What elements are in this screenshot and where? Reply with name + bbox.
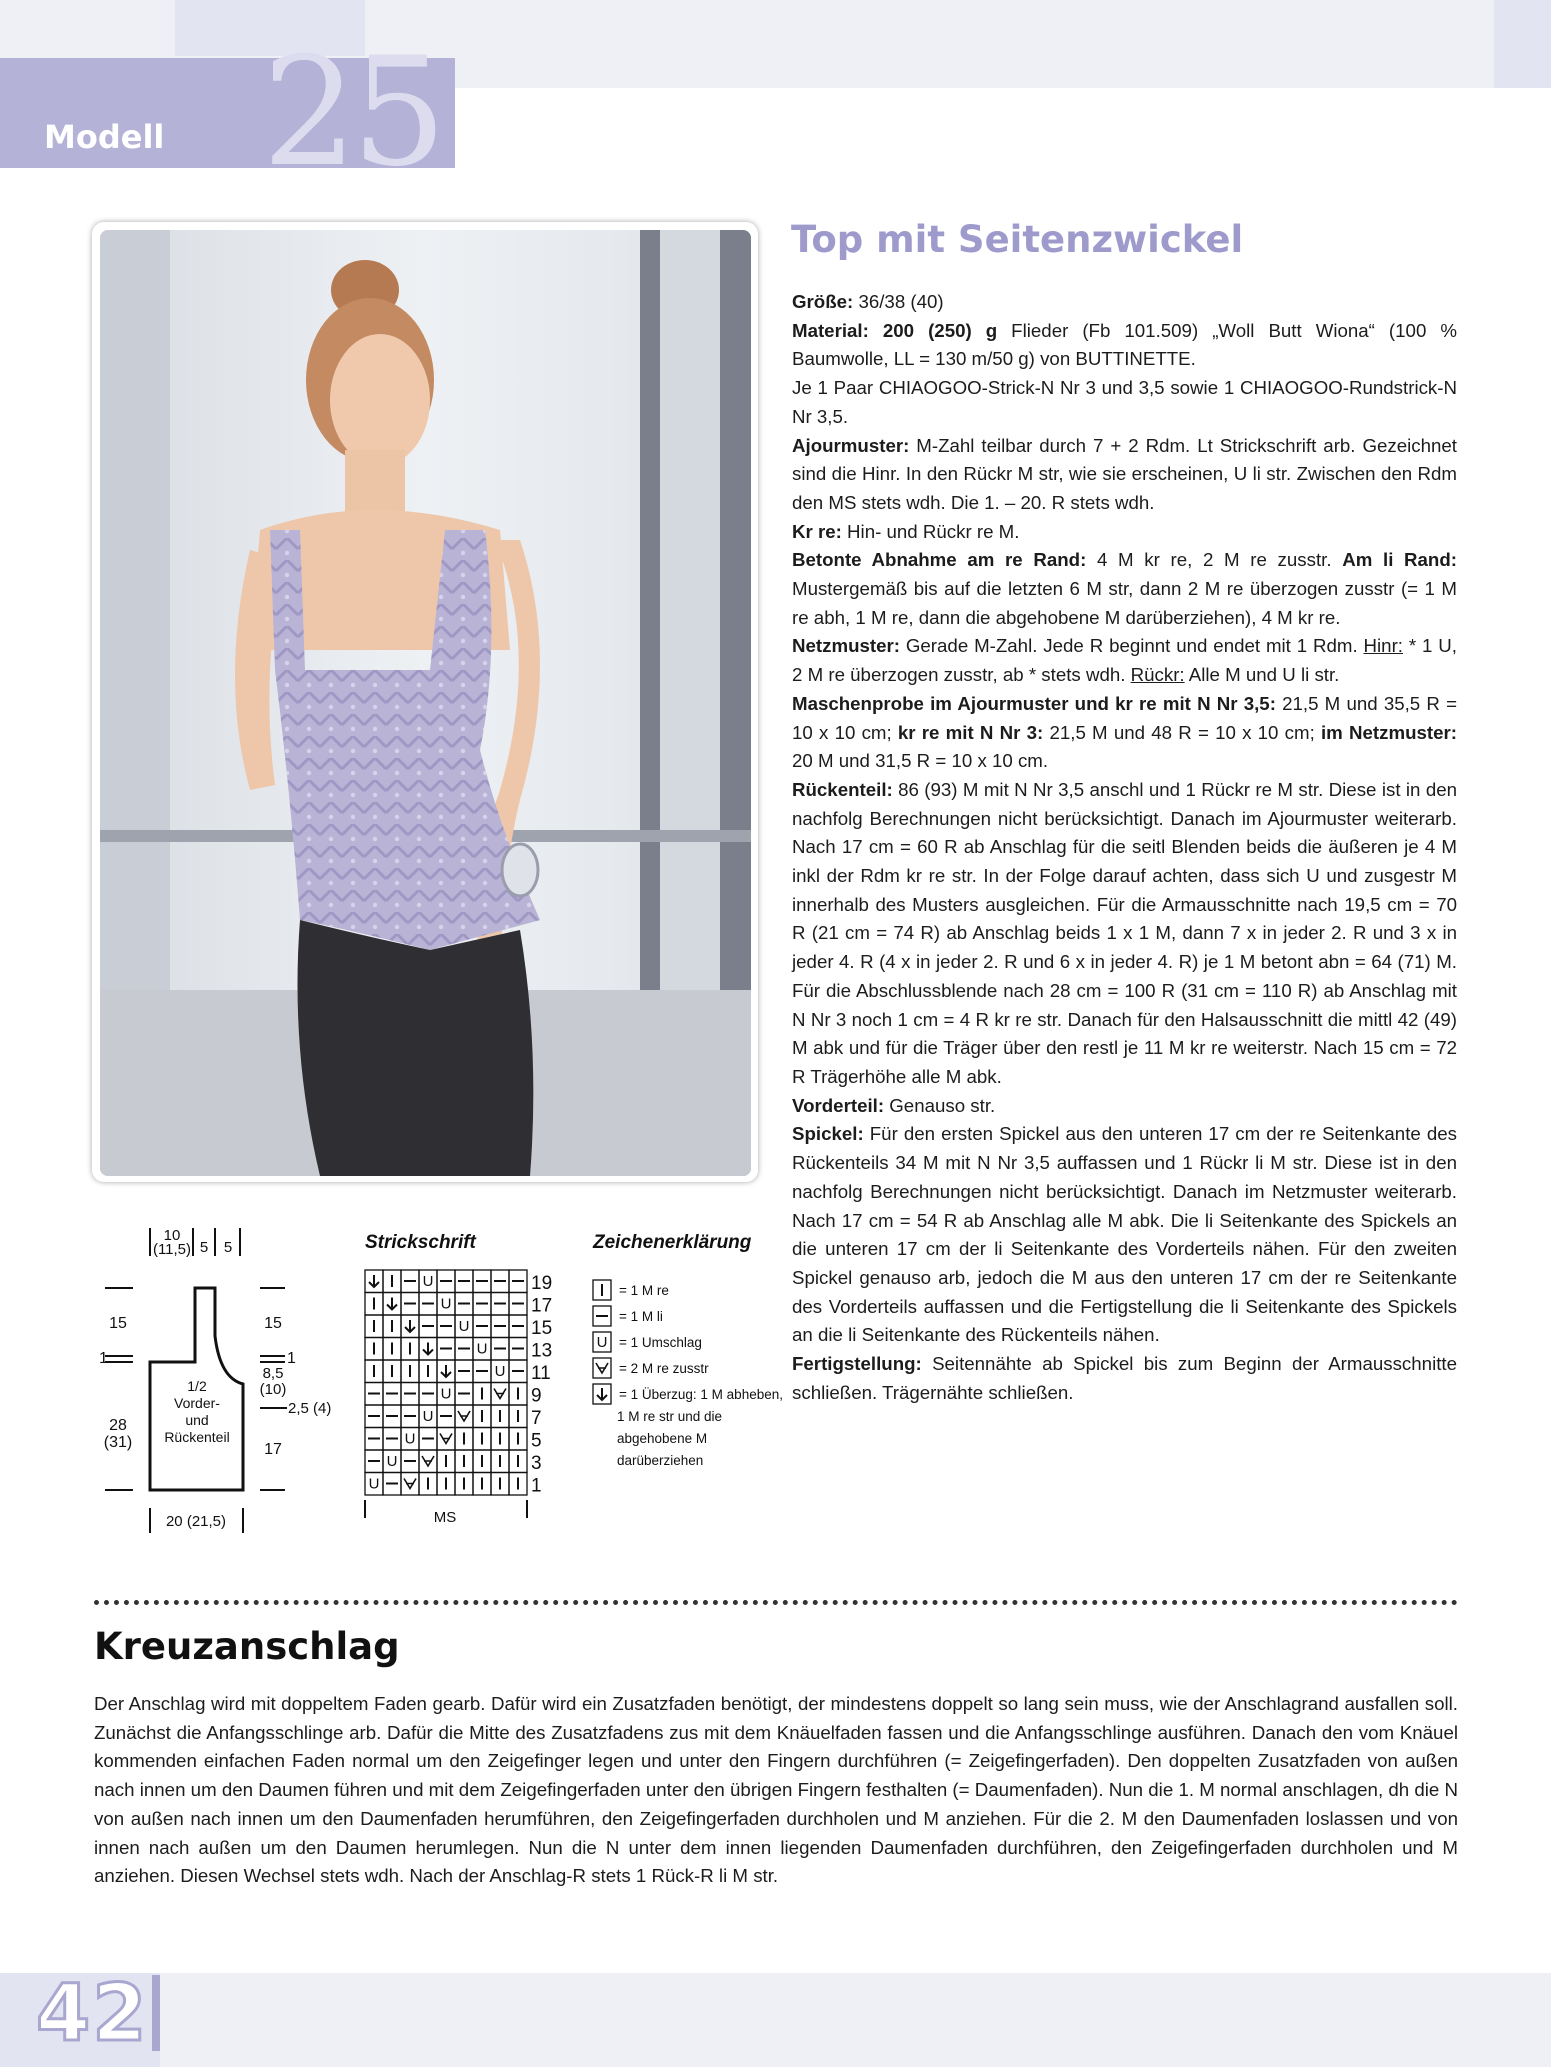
- chart-row-number: 17: [531, 1295, 553, 1317]
- text: Alle M und U li str.: [1184, 664, 1340, 686]
- gauge-line: [792, 690, 1457, 776]
- decrease-line: [792, 546, 1457, 632]
- front-line: [792, 1092, 1457, 1121]
- chart-cell: [473, 1315, 491, 1338]
- chart-cell: [401, 1450, 419, 1473]
- text: Rückr:: [1130, 664, 1185, 686]
- chart-cell: [473, 1270, 491, 1293]
- chart-repeat-label: MS: [433, 1509, 457, 1526]
- label: im Netzmuster:: [1320, 721, 1458, 743]
- text: 21,5 M und 35,5 R = 10 x 10 cm;: [792, 692, 1457, 743]
- material-line: [792, 317, 1457, 374]
- label: kr re mit N Nr 3:: [897, 721, 1044, 743]
- text: 4 M kr re, 2 M re zusstr.: [1086, 549, 1343, 571]
- chart-cell: [455, 1405, 473, 1428]
- chart-cell: [509, 1360, 527, 1383]
- chart-row-number: 13: [531, 1340, 553, 1362]
- chart-cell: [491, 1338, 509, 1361]
- chart-cell: [419, 1270, 437, 1293]
- chart-cell: [383, 1270, 401, 1293]
- chart-cell: [455, 1383, 473, 1406]
- text: Flieder (Fb 101.509) „Woll Butt Wiona“ (100 % Baumwolle, LL = 130 m/50 g) von BUTTINETTE.: [792, 319, 1457, 370]
- schematic-strap-a: 5: [199, 1239, 209, 1256]
- schematic-strap-b: 5: [223, 1239, 233, 1256]
- legend-item: [593, 1306, 663, 1326]
- text: Seitennähte ab Spickel bis zum Beginn der Armausschnitte schließen. Trägernähte schließen.: [792, 1353, 1457, 1403]
- garter-line: [792, 518, 1457, 547]
- label: Vorderteil:: [792, 1094, 885, 1116]
- svg-text:U: U: [440, 1385, 452, 1403]
- chart-cell: [383, 1450, 401, 1473]
- schematic-left-height-bottom: 28 (31): [103, 1417, 133, 1451]
- svg-text:= 1 M li: = 1 M li: [619, 1309, 663, 1324]
- chart-cell: [455, 1338, 473, 1361]
- svg-text:= 2 M re zusstr: = 2 M re zusstr: [619, 1361, 709, 1376]
- schematic-left-height-top: 15: [109, 1315, 127, 1332]
- section-divider: [94, 1600, 1458, 1605]
- chart-cell: [455, 1450, 473, 1473]
- chart-cell: [419, 1293, 437, 1316]
- schematic-right-height-top: 15: [264, 1315, 282, 1332]
- chart-cell: [419, 1360, 437, 1383]
- label: Rückenteil:: [792, 778, 893, 800]
- chart-cell: [401, 1293, 419, 1316]
- chart-cell: [473, 1360, 491, 1383]
- text: Gerade M-Zahl. Jede R beginnt und endet mit 1 Rdm.: [900, 635, 1364, 657]
- svg-text:U: U: [386, 1453, 398, 1470]
- mesh-pattern-line: [792, 632, 1457, 689]
- text: * 1 U, 2 M re überzogen zusstr, ab * stets wdh.: [792, 635, 1457, 686]
- label: Größe:: [792, 291, 854, 312]
- lace-pattern-line: [792, 432, 1457, 518]
- needles-line: [792, 374, 1457, 431]
- chart-cell: [365, 1338, 383, 1361]
- chart-title: Strickschrift: [365, 1232, 476, 1253]
- chart-row-number: 1: [531, 1475, 542, 1497]
- footer-background: [0, 1969, 1551, 2067]
- knitting-chart: [365, 1232, 552, 1526]
- chart-cell: [491, 1360, 509, 1383]
- model-photo: [100, 230, 751, 1176]
- size-line: [792, 288, 1457, 317]
- diagram-area: [95, 1228, 795, 1548]
- chart-cell: [491, 1315, 509, 1338]
- chart-cell: [491, 1428, 509, 1451]
- chart-cell: [473, 1428, 491, 1451]
- chart-cell: [383, 1383, 401, 1406]
- chart-row-number: 9: [531, 1385, 542, 1407]
- schematic-left-mark: 1: [99, 1350, 108, 1367]
- chart-cell: [401, 1473, 419, 1496]
- chart-cell: [437, 1473, 455, 1496]
- chart-cell: [473, 1338, 491, 1361]
- chart-cell: [473, 1405, 491, 1428]
- legend: [592, 1232, 783, 1468]
- chart-cell: [491, 1405, 509, 1428]
- chart-cell: [365, 1450, 383, 1473]
- model-number: 25: [262, 26, 441, 200]
- svg-text:= 1 Umschlag: = 1 Umschlag: [619, 1335, 702, 1350]
- chart-row-number: 5: [531, 1430, 542, 1452]
- text: Genauso str.: [884, 1094, 996, 1116]
- svg-text:= 1 M re: = 1 M re: [619, 1283, 669, 1298]
- chart-cell: [491, 1450, 509, 1473]
- chart-cell: [419, 1383, 437, 1406]
- label: Spickel:: [792, 1123, 864, 1145]
- chart-cell: [473, 1383, 491, 1406]
- schematic-piece-label: 1/2 Vorder-und Rückenteil: [164, 1378, 230, 1445]
- chart-cell: [419, 1428, 437, 1451]
- chart-cell: [509, 1315, 527, 1338]
- header-accent-block-right: [1494, 0, 1551, 88]
- svg-text:U: U: [458, 1318, 470, 1335]
- chart-cell: [437, 1270, 455, 1293]
- page-number: 42: [36, 1969, 149, 2059]
- text: Für den ersten Spickel aus den unteren 17 cm der re Seitenkante des Rückenteils 34 M mit N Nr 3,5 auffassen und 1 Rückr li M str. Diese ist in den nachfolg Berechnungen nicht berücksichtigt. Danach im Netzmuster weiterarb. Nach 17 cm = 54 R ab Anschlag alle M abk. Die li Seitenkante des Spickels an die unteren 17 cm der li Seitenkante des Vorderteils nähen. Für den zweiten Spickel genauso arb, jedoch die M aus den unteren 17 cm der re Seitenkante des Vorderteils auffassen und die Fertigstellung die li Seitenkante des Spickels an die li Seitenkante des Rückenteils nähen.: [792, 1123, 1457, 1346]
- instructions: [792, 288, 1457, 1407]
- chart-cell: [401, 1315, 419, 1338]
- chart-cell: [473, 1293, 491, 1316]
- label: Material: 200 (250) g: [792, 319, 998, 341]
- svg-text:U: U: [596, 1334, 608, 1351]
- text: Hinr:: [1363, 635, 1403, 657]
- text: Mustergemäß bis auf die letzten 6 M str, dann 2 M re überzogen zusstr (= 1 M re abh, 1 M re, dann die abgehobene M darüberziehen), 4 M kr re.: [792, 578, 1457, 628]
- schematic: [99, 1228, 331, 1533]
- chart-cell: [455, 1473, 473, 1496]
- chart-cell: [437, 1360, 455, 1383]
- text: 86 (93) M mit N Nr 3,5 anschl und 1 Rückr re M str. Diese ist in den nachfolg Berechnungen nicht berücksichtigt. Danach im Ajourmuster weiterarb. Nach 17 cm = 60 R ab Anschlag für die seitl Blenden beids die äußeren je 4 M inkl der Rdm kr re str. In der Folge darauf achten, dass sich U und zusgestr M innerhalb des Musters ausgleichen. Für die Armausschnitte nach 19,5 cm = 70 R (21 cm = 74 R) ab Anschlag beids 1 x 1 M, dann 7 x in jeder 2. R und 3 x in jeder 4. R (4 x in jeder 2. R und 6 x in jeder 4. R) je 1 M betont abn = 64 (71) M. Für die Abschlussblende nach 28 cm = 100 R (31 cm = 110 R) ab Anschlag mit N Nr 3 noch 1 cm = 4 R kr re str. Danach für den Halsausschnitt die mittl 42 (49) M abk und für die Träger über den restl je 11 M kr re weiterstr. Nach 15 cm = 72 R Trägerhöhe alle M abk.: [792, 778, 1457, 1087]
- label: Netzmuster:: [792, 635, 900, 657]
- chart-cell: [419, 1338, 437, 1361]
- chart-cell: [437, 1405, 455, 1428]
- legend-item: [593, 1332, 702, 1352]
- label: Betonte Abnahme am re Rand:: [792, 549, 1087, 571]
- chart-cell: [401, 1428, 419, 1451]
- chart-cell: [365, 1293, 383, 1316]
- label: Fertigstellung:: [792, 1353, 922, 1375]
- chart-cell: [401, 1338, 419, 1361]
- chart-cell: [509, 1293, 527, 1316]
- schematic-right-height-bottom: 17: [264, 1441, 282, 1458]
- chart-cell: [365, 1405, 383, 1428]
- svg-text:U: U: [368, 1475, 380, 1493]
- chart-cell: [509, 1270, 527, 1293]
- label: Kr re:: [792, 520, 842, 542]
- chart-row-number: 19: [531, 1273, 553, 1294]
- svg-text:U: U: [404, 1430, 416, 1448]
- page-number-bar: [152, 1975, 160, 2051]
- chart-cell: [365, 1473, 383, 1496]
- chart-cell: [509, 1428, 527, 1451]
- pattern-title: Top mit Seitenzwickel: [791, 218, 1244, 261]
- chart-cell: [419, 1405, 437, 1428]
- back-line: [792, 776, 1457, 1092]
- chart-cell: [365, 1383, 383, 1406]
- text: Je 1 Paar CHIAOGOO-Strick-N Nr 3 und 3,5 sowie 1 CHIAOGOO-Rundstrick-N Nr 3,5.: [792, 377, 1457, 427]
- chart-cell: [383, 1405, 401, 1428]
- schematic-bottom-width: 20 (21,5): [165, 1513, 227, 1530]
- chart-cell: [419, 1450, 437, 1473]
- label: Am li Rand:: [1342, 549, 1457, 571]
- chart-cell: [383, 1473, 401, 1496]
- chart-cell: [509, 1338, 527, 1361]
- chart-cell: [491, 1293, 509, 1316]
- chart-row-number: 15: [531, 1318, 553, 1339]
- chart-cell: [437, 1338, 455, 1361]
- label: Maschenprobe im Ajourmuster und kr re mit N Nr 3,5:: [792, 692, 1276, 714]
- chart-cell: [455, 1428, 473, 1451]
- text: 21,5 M und 48 R = 10 x 10 cm;: [1043, 721, 1321, 743]
- chart-cell: [491, 1473, 509, 1496]
- chart-cell: [455, 1360, 473, 1383]
- gusset-line: [792, 1120, 1457, 1350]
- legend-title: Zeichenerklärung: [593, 1232, 752, 1253]
- chart-cell: [383, 1360, 401, 1383]
- chart-row-number: 3: [531, 1453, 542, 1474]
- svg-text:U: U: [422, 1408, 434, 1425]
- chart-cell: [419, 1473, 437, 1496]
- chart-cell: [365, 1428, 383, 1451]
- chart-cell: [383, 1293, 401, 1316]
- chart-cell: [437, 1428, 455, 1451]
- chart-cell: [383, 1315, 401, 1338]
- chart-cell: [365, 1360, 383, 1383]
- chart-row-number: 7: [531, 1408, 542, 1429]
- chart-cell: [509, 1473, 527, 1496]
- chart-cell: [401, 1405, 419, 1428]
- chart-cell: [419, 1315, 437, 1338]
- svg-text:U: U: [476, 1340, 488, 1358]
- chart-cell: [509, 1450, 527, 1473]
- chart-cell: [473, 1450, 491, 1473]
- chart-cell: [473, 1473, 491, 1496]
- legend-item: [593, 1384, 783, 1468]
- section-title: Kreuzanschlag: [94, 1625, 400, 1668]
- chart-cell: [437, 1315, 455, 1338]
- model-label: Modell: [44, 118, 165, 156]
- chart-cell: [401, 1383, 419, 1406]
- svg-text:U: U: [440, 1295, 452, 1313]
- finishing-line: [792, 1350, 1457, 1407]
- chart-cell: [491, 1270, 509, 1293]
- label: Ajourmuster:: [792, 434, 910, 456]
- chart-cell: [401, 1360, 419, 1383]
- schematic-armhole-width: 2,5 (4): [288, 1400, 332, 1417]
- chart-cell: [437, 1450, 455, 1473]
- chart-cell: [383, 1338, 401, 1361]
- chart-cell: [509, 1405, 527, 1428]
- svg-text:U: U: [494, 1363, 506, 1380]
- chart-cell: [383, 1428, 401, 1451]
- legend-item: [593, 1358, 709, 1378]
- schematic-armhole: 8,5 (10): [259, 1365, 287, 1398]
- schematic-top-width: 10 (11,5): [152, 1228, 192, 1258]
- text: 20 M und 31,5 R = 10 x 10 cm.: [792, 750, 1049, 772]
- text: 36/38 (40): [853, 291, 944, 312]
- chart-cell: [437, 1383, 455, 1406]
- schematic-right-mark: 1: [287, 1350, 296, 1367]
- legend-item: [593, 1280, 669, 1300]
- chart-cell: [455, 1270, 473, 1293]
- chart-cell: [455, 1315, 473, 1338]
- chart-row-number: 11: [531, 1363, 551, 1384]
- text: Hin- und Rückr re M.: [841, 520, 1020, 542]
- chart-cell: [455, 1293, 473, 1316]
- chart-cell: [491, 1383, 509, 1406]
- section-body: Der Anschlag wird mit doppeltem Faden gearb. Dafür wird ein Zusatzfaden benötigt, der mindestens doppelt so lang sein muss, wie der Anschlagrand ausfallen soll. Zunächst die Anfangsschlinge arb. Dafür die Mitte des Zusatzfadens zus mit dem Knäuelfaden fassen und die Anfangsschlinge ausführen. Danach den vom Knäuel kommenden einfachen Faden normal um den Zeigefinger legen und unter den Fingern durchführen (= Zeigefingerfaden). Den doppelten Zusatzfaden von außen nach innen um den Daumen führen und mit dem Zeigefingerfaden unter den übrigen Fingern festhalten (= Daumenfaden). Nun die 1. M normal anschlagen, dh die N von außen nach innen um den Daumenfaden herumführen, den Zeigefingerfaden durchholen und M anziehen. Für die 2. M den Daumenfaden loslassen und von innen nach außen um den Daumen herumlegen. Nun die N unter dem innen liegenden Daumenfaden durchführen, den Zeigefingerfaden durchholen und M anziehen. Diesen Wechsel stets wdh. Nach der Anschlag-R stets 1 Rück-R li M str.: [94, 1693, 1458, 1887]
- chart-cell: [365, 1270, 383, 1293]
- chart-cell: [509, 1383, 527, 1406]
- svg-text:= 1 Überzug: 1 M abheben,1 M r: = 1 Überzug: 1 M abheben, 1 M re str und die abgehobene M darüberziehen: [617, 1387, 783, 1468]
- chart-cell: [437, 1293, 455, 1316]
- chart-cell: [365, 1315, 383, 1338]
- svg-text:U: U: [422, 1273, 434, 1290]
- chart-cell: [401, 1270, 419, 1293]
- text: M-Zahl teilbar durch 7 + 2 Rdm. Lt Strickschrift arb. Gezeichnet sind die Hinr. In den Rückr M str, wie sie erscheinen, U li str. Zwischen den Rdm den MS stets wdh. Die 1. – 20. R stets wdh.: [792, 434, 1457, 513]
